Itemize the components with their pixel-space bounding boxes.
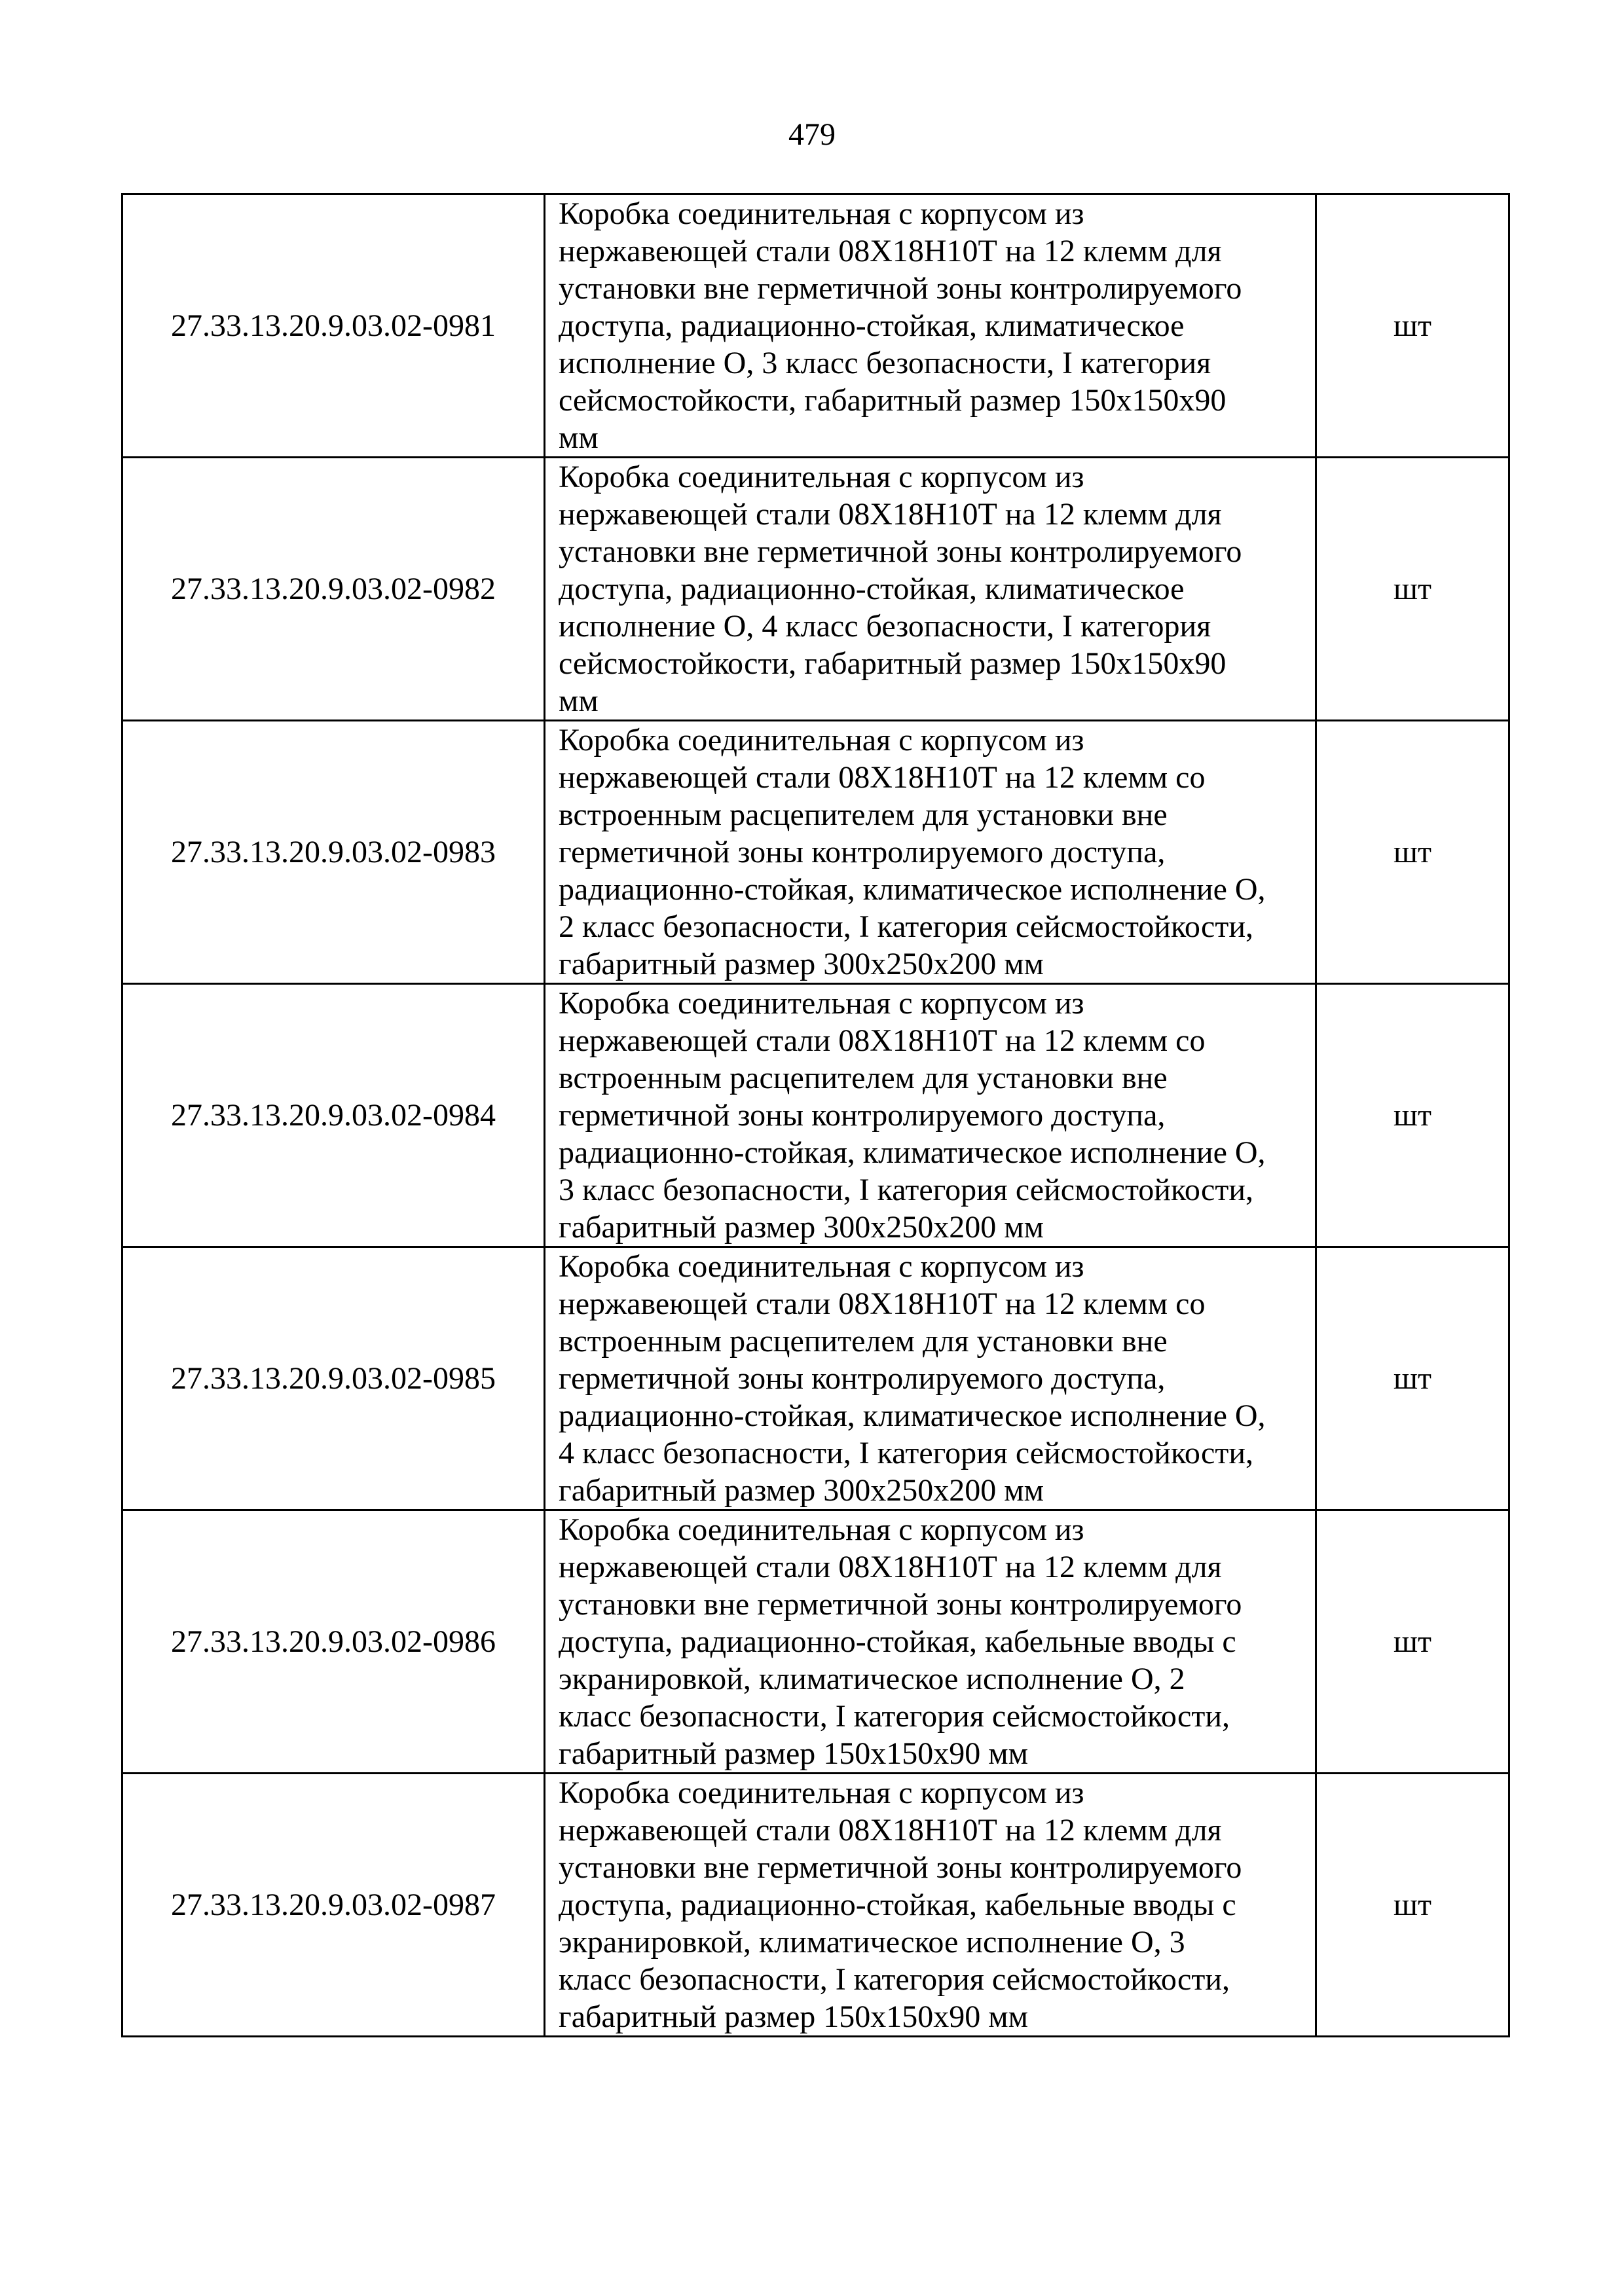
table-row bbox=[122, 721, 1509, 984]
description-line: установки вне герметичной зоны контролируемого bbox=[559, 1587, 1242, 1622]
description-line: встроенным расцепителем для установки вне bbox=[559, 797, 1168, 832]
table-row bbox=[122, 458, 1509, 721]
table-body bbox=[122, 194, 1509, 2037]
description-line: 2 класс безопасности, I категория сейсмостойкости, bbox=[559, 909, 1254, 944]
description-line: герметичной зоны контролируемого доступа, bbox=[559, 1098, 1166, 1133]
resource-code-cell: 27.33.13.20.9.03.02-0982 bbox=[122, 458, 545, 721]
description-line: герметичной зоны контролируемого доступа, bbox=[559, 1361, 1166, 1396]
unit-cell: шт bbox=[1316, 984, 1509, 1247]
unit-cell: шт bbox=[1316, 458, 1509, 721]
description-line: нержавеющей стали 08Х18Н10Т на 12 клемм для bbox=[559, 497, 1222, 532]
description-line: экранировкой, климатическое исполнение О, 2 bbox=[559, 1662, 1185, 1696]
unit-cell: шт bbox=[1316, 194, 1509, 458]
description-line: Коробка соединительная с корпусом из bbox=[559, 1249, 1084, 1284]
unit-cell: шт bbox=[1316, 1247, 1509, 1510]
description-line: сейсмостойкости, габаритный размер 150х150х90 bbox=[559, 383, 1227, 418]
description-line: нержавеющей стали 08Х18Н10Т на 12 клемм со bbox=[559, 760, 1206, 795]
resource-code-cell: 27.33.13.20.9.03.02-0981 bbox=[122, 194, 545, 458]
description-line: нержавеющей стали 08Х18Н10Т на 12 клемм для bbox=[559, 1813, 1222, 1848]
resource-code-cell: 27.33.13.20.9.03.02-0985 bbox=[122, 1247, 545, 1510]
table-row bbox=[122, 194, 1509, 458]
description-line: нержавеющей стали 08Х18Н10Т на 12 клемм для bbox=[559, 1550, 1222, 1584]
description-line: класс безопасности, I категория сейсмостойкости, bbox=[559, 1699, 1230, 1734]
description-line: 4 класс безопасности, I категория сейсмостойкости, bbox=[559, 1436, 1254, 1470]
description-line: габаритный размер 300х250х200 мм bbox=[559, 1473, 1044, 1508]
description-line: Коробка соединительная с корпусом из bbox=[559, 196, 1084, 231]
description-line: габаритный размер 150х150х90 мм bbox=[559, 1736, 1029, 1771]
description-line: доступа, радиационно-стойкая, кабельные вводы с bbox=[559, 1624, 1236, 1659]
resource-description-cell bbox=[545, 984, 1316, 1247]
resource-description-cell bbox=[545, 458, 1316, 721]
resource-description-cell bbox=[545, 1510, 1316, 1774]
resource-code-cell: 27.33.13.20.9.03.02-0987 bbox=[122, 1774, 545, 2037]
description-line: габаритный размер 300х250х200 мм bbox=[559, 947, 1044, 981]
description-line: Коробка соединительная с корпусом из bbox=[559, 1512, 1084, 1547]
description-line: встроенным расцепителем для установки вне bbox=[559, 1061, 1168, 1095]
description-line: доступа, радиационно-стойкая, климатическое bbox=[559, 308, 1185, 343]
description-line: встроенным расцепителем для установки вне bbox=[559, 1324, 1168, 1358]
description-line: Коробка соединительная с корпусом из bbox=[559, 723, 1084, 757]
table-row bbox=[122, 1510, 1509, 1774]
table-row bbox=[122, 1774, 1509, 2037]
resource-description-cell bbox=[545, 1247, 1316, 1510]
description-line: установки вне герметичной зоны контролируемого bbox=[559, 534, 1242, 569]
description-line: сейсмостойкости, габаритный размер 150х150х90 bbox=[559, 646, 1227, 681]
description-line: исполнение О, 4 класс безопасности, I категория bbox=[559, 609, 1211, 644]
resource-code-cell: 27.33.13.20.9.03.02-0986 bbox=[122, 1510, 545, 1774]
resource-description-cell bbox=[545, 194, 1316, 458]
description-line: экранировкой, климатическое исполнение О, 3 bbox=[559, 1925, 1185, 1959]
description-line: исполнение О, 3 класс безопасности, I категория bbox=[559, 346, 1211, 380]
resource-description-cell bbox=[545, 1774, 1316, 2037]
description-line: мм bbox=[559, 683, 599, 718]
description-line: Коробка соединительная с корпусом из bbox=[559, 1776, 1084, 1810]
description-line: нержавеющей стали 08Х18Н10Т на 12 клемм со bbox=[559, 1023, 1206, 1058]
description-line: герметичной зоны контролируемого доступа, bbox=[559, 835, 1166, 869]
description-line: установки вне герметичной зоны контролируемого bbox=[559, 1850, 1242, 1885]
unit-cell: шт bbox=[1316, 1510, 1509, 1774]
description-line: Коробка соединительная с корпусом из bbox=[559, 460, 1084, 494]
description-line: радиационно-стойкая, климатическое исполнение О, bbox=[559, 1135, 1266, 1170]
table-row bbox=[122, 984, 1509, 1247]
description-line: радиационно-стойкая, климатическое исполнение О, bbox=[559, 872, 1266, 907]
description-line: доступа, радиационно-стойкая, кабельные вводы с bbox=[559, 1887, 1236, 1922]
resource-code-cell: 27.33.13.20.9.03.02-0983 bbox=[122, 721, 545, 984]
unit-cell: шт bbox=[1316, 721, 1509, 984]
unit-cell: шт bbox=[1316, 1774, 1509, 2037]
description-line: установки вне герметичной зоны контролируемого bbox=[559, 271, 1242, 306]
description-line: радиационно-стойкая, климатическое исполнение О, bbox=[559, 1398, 1266, 1433]
page-number: 479 bbox=[788, 117, 836, 152]
description-line: доступа, радиационно-стойкая, климатическое bbox=[559, 572, 1185, 606]
resource-description-cell bbox=[545, 721, 1316, 984]
resource-table bbox=[121, 193, 1510, 2037]
description-line: нержавеющей стали 08Х18Н10Т на 12 клемм со bbox=[559, 1286, 1206, 1321]
description-line: габаритный размер 150х150х90 мм bbox=[559, 1999, 1029, 2034]
description-line: нержавеющей стали 08Х18Н10Т на 12 клемм для bbox=[559, 234, 1222, 268]
description-line: 3 класс безопасности, I категория сейсмостойкости, bbox=[559, 1173, 1254, 1207]
description-line: габаритный размер 300х250х200 мм bbox=[559, 1210, 1044, 1245]
table-row bbox=[122, 1247, 1509, 1510]
description-line: мм bbox=[559, 420, 599, 455]
description-line: Коробка соединительная с корпусом из bbox=[559, 986, 1084, 1021]
description-line: класс безопасности, I категория сейсмостойкости, bbox=[559, 1962, 1230, 1997]
resource-code-cell: 27.33.13.20.9.03.02-0984 bbox=[122, 984, 545, 1247]
